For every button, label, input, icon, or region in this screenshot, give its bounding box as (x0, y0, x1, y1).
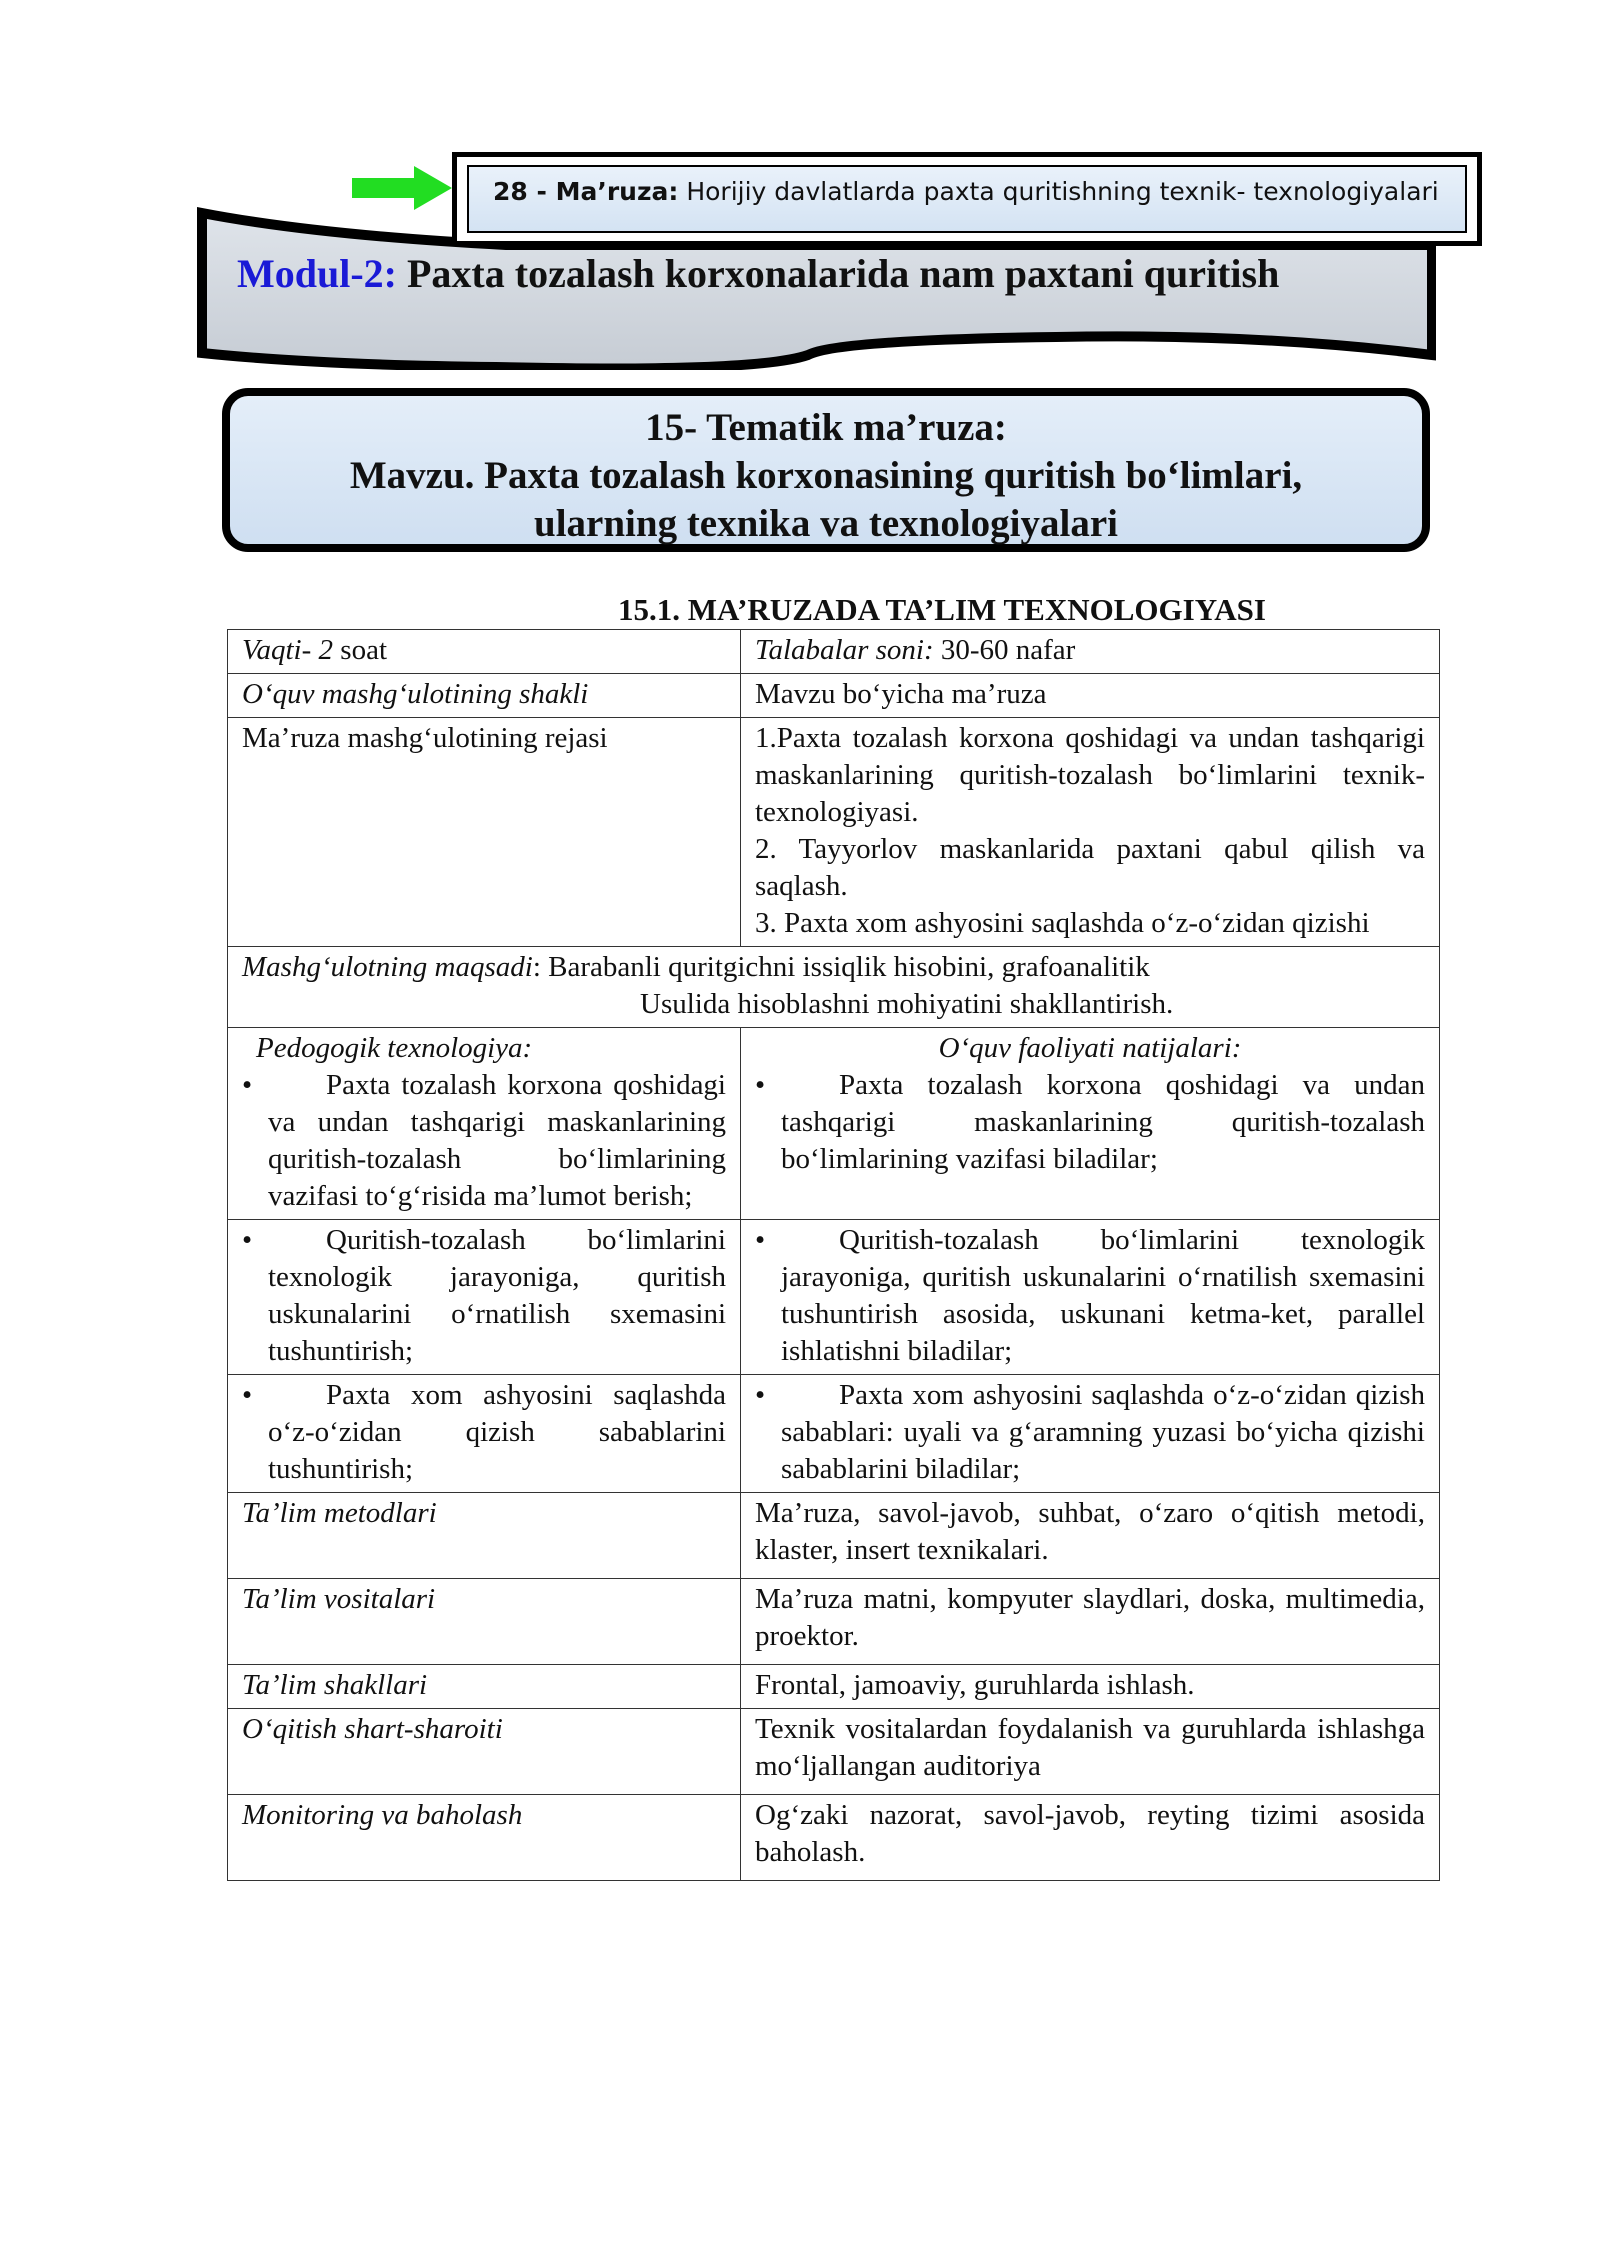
students-value: 30-60 nafar (933, 634, 1076, 666)
table-cell: Texnik vositalardan foydalanish va guruhlarda ishlashga mo‘ljallangan auditoriya (741, 1709, 1440, 1795)
goal-line-2: Usulida hisoblashni mohiyatini shakllantirish. (640, 988, 1174, 1020)
table-row (228, 630, 1440, 674)
table-cell (228, 1028, 741, 1220)
section-title: 15.1. MA’RUZADA TA’LIM TEXNOLOGIYASI (618, 592, 1266, 627)
topic-line-3: ularning texnika va texnologiyalari (534, 502, 1118, 545)
bullet-text: Paxta tozalash korxona qoshidagi va undan tashqarigi maskanlarining quritish-tozalash bo‘limlarining vazifasi to‘g‘risida ma’lumot berish; (268, 1069, 726, 1212)
lecture-label: 28 - Ma’ruza: (493, 177, 679, 206)
students-label: Talabalar soni: (755, 634, 934, 666)
table-cell (741, 718, 1440, 947)
right-arrow-icon (352, 166, 452, 210)
lesson-plan-table (227, 629, 1440, 1881)
table-row (228, 1220, 1440, 1375)
table-row (228, 1028, 1440, 1220)
time-value: soat (333, 634, 387, 666)
table-cell: O‘quv mashg‘ulotining shakli (228, 674, 741, 718)
table-cell (228, 630, 741, 674)
table-cell: Og‘zaki nazorat, savol-javob, reyting tizimi asosida baholash. (741, 1795, 1440, 1881)
topic-line-1: 15- Tematik ma’ruza: (645, 406, 1007, 449)
lecture-title: Horijiy davlatlarda paxta quritishning texnik- texnologiyalari (686, 177, 1439, 206)
topic-line-2: Mavzu. Paxta tozalash korxonasining quritish bo‘limlari, (349, 454, 1303, 497)
module-name: Paxta tozalash korxonalarida nam paxtani quritish (407, 251, 1280, 296)
table-cell: Frontal, jamoaviy, guruhlarda ishlash. (741, 1665, 1440, 1709)
table-cell: Ta’lim vositalari (228, 1579, 741, 1665)
table-cell: Ma’ruza matni, kompyuter slaydlari, doska, multimedia, proektor. (741, 1579, 1440, 1665)
table-cell (741, 1220, 1440, 1375)
table-row (228, 1579, 1440, 1665)
table-cell: O‘qitish shart-sharoiti (228, 1709, 741, 1795)
bullet-text: Paxta xom ashyosini saqlashda o‘z-o‘zidan qizish sabablari: uyali va g‘aramning yuzasi bo‘yicha qizishi sabablarini biladilar; (781, 1379, 1425, 1485)
goal-label: Mashg‘ulotning maqsadi (242, 951, 533, 983)
table-cell: Ta’lim shakllari (228, 1665, 741, 1709)
table-row (228, 1709, 1440, 1795)
table-row (228, 947, 1440, 1028)
table-cell: Mavzu bo‘yicha ma’ruza (741, 674, 1440, 718)
table-row (228, 1795, 1440, 1881)
table-cell (741, 630, 1440, 674)
table-row (228, 1493, 1440, 1579)
bullet-text: Paxta tozalash korxona qoshidagi va undan tashqarigi maskanlarining quritish-tozalash bo‘limlarining vazifasi biladilar; (781, 1069, 1425, 1175)
bullet-icon: • (755, 1224, 766, 1256)
plan-item: 2. Tayyorlov maskanlarida paxtani qabul qilish va saqlash. (755, 833, 1425, 902)
table-row (228, 1375, 1440, 1493)
topic-box (222, 388, 1430, 552)
goal-line-1: : Barabanli quritgichni issiqlik hisobini, grafoanalitik (532, 951, 1150, 983)
bullet-icon: • (242, 1224, 253, 1256)
table-row (228, 718, 1440, 947)
bullet-icon: • (755, 1379, 766, 1411)
module-title (237, 250, 1279, 297)
bullet-text: Paxta xom ashyosini saqlashda o‘z-o‘zidan qizish sabablarini tushuntirish; (268, 1379, 726, 1485)
bullet-text: Quritish-tozalash bo‘limlarini texnologik jarayoniga, quritish uskunalarini o‘rnatilish sxemasini tushuntirish; (268, 1224, 726, 1367)
time-label: Vaqti- 2 (242, 634, 334, 666)
table-cell (741, 1375, 1440, 1493)
plan-item: 3. Paxta xom ashyosini saqlashda o‘z-o‘zidan qizishi (755, 907, 1370, 939)
table-cell (228, 1375, 741, 1493)
plan-item: 1.Paxta tozalash korxona qoshidagi va undan tashqarigi maskanlarining quritish-tozalash bo‘limlarini texnik- texnologiyasi. (755, 722, 1425, 828)
table-cell (741, 1028, 1440, 1220)
table-cell (228, 1220, 741, 1375)
module-label: Modul-2: (237, 251, 397, 296)
table-row (228, 1665, 1440, 1709)
bullet-icon: • (242, 1379, 253, 1411)
table-cell (228, 947, 1440, 1028)
table-cell: Ma’ruza mashg‘ulotining rejasi (228, 718, 741, 947)
table-cell: Monitoring va baholash (228, 1795, 741, 1881)
bullet-icon: • (242, 1069, 253, 1101)
bullet-icon: • (755, 1069, 766, 1101)
bullet-text: Quritish-tozalash bo‘limlarini texnologik jarayoniga, quritish uskunalarini o‘rnatilish sxemasini tushuntirish asosida, uskunani ketma-ket, parallel ishlatishni biladilar; (781, 1224, 1425, 1367)
table-cell: Ma’ruza, savol-javob, suhbat, o‘zaro o‘qitish metodi, klaster, insert texnikalari. (741, 1493, 1440, 1579)
table-cell: Ta’lim metodlari (228, 1493, 741, 1579)
table-row (228, 674, 1440, 718)
lecture-header (467, 165, 1467, 233)
pedagogy-header: Pedogogik texnologiya: (256, 1032, 533, 1064)
results-header: O‘quv faoliyati natijalari: (938, 1032, 1242, 1064)
lecture-header-bar (452, 152, 1482, 246)
